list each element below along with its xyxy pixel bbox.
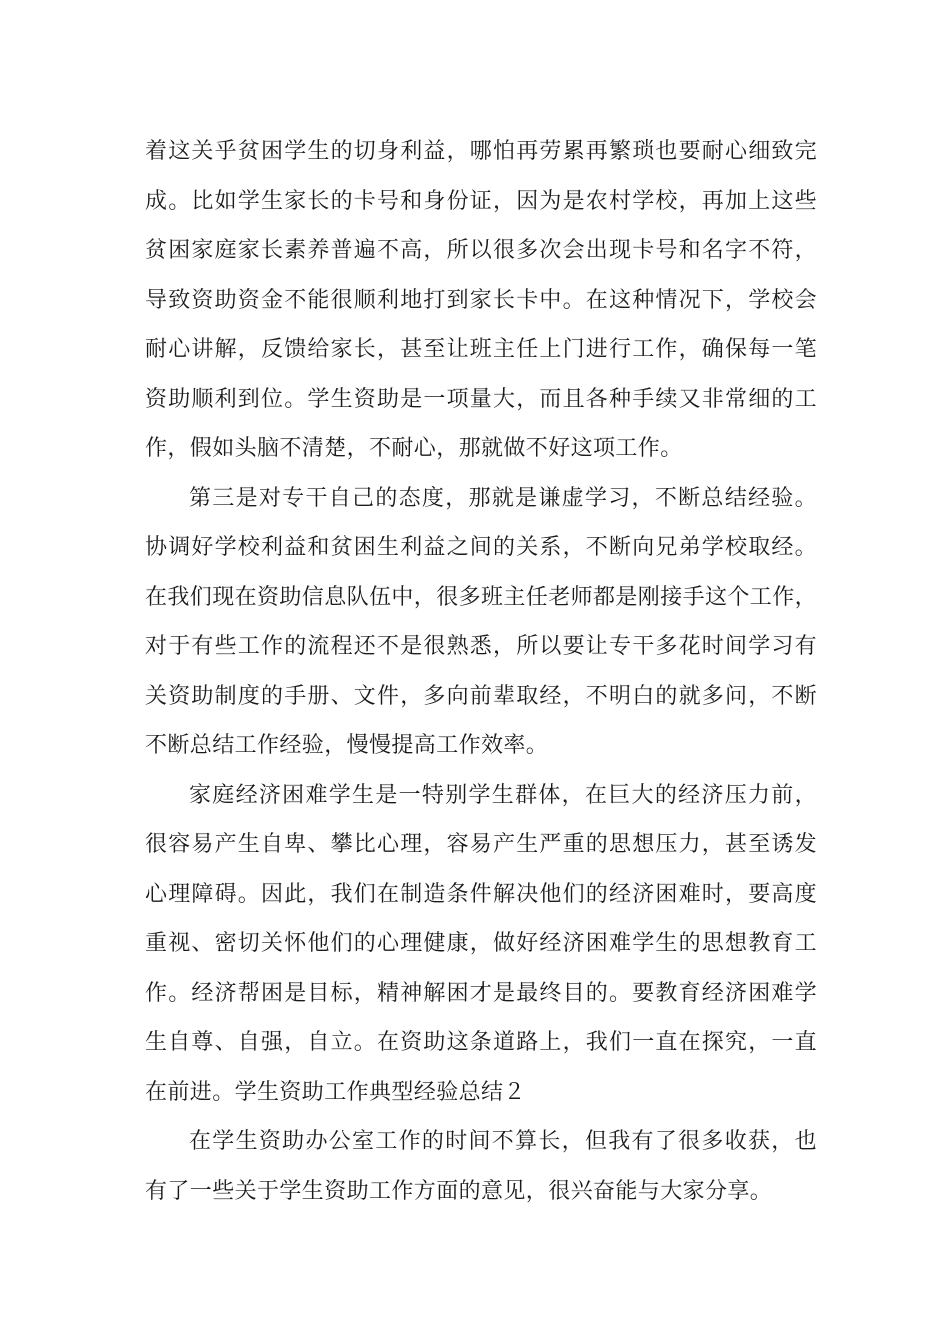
text-line: 家庭经济困难学生是一特别学生群体，在巨大的经济压力前，	[189, 782, 817, 808]
text-line: 作，假如头脑不清楚，不耐心，那就做不好这项工作。	[145, 436, 683, 461]
text-line: 资助顺利到位。学生资助是一项量大，而且各种手续又非常细的工	[145, 386, 817, 412]
text-line: 不断总结工作经验，慢慢提高工作效率。	[145, 733, 549, 758]
paragraph-2	[145, 474, 817, 771]
paragraph-3	[145, 771, 817, 1118]
text-line: 心理障碍。因此，我们在制造条件解决他们的经济困难时，要高度	[145, 881, 817, 907]
text-line: 在前进。学生资助工作典型经验总结２	[145, 1079, 526, 1105]
text-line: 贫困家庭家长素养普遍不高，所以很多次会出现卡号和名字不符，	[145, 238, 817, 263]
text-line: 在我们现在资助信息队伍中，很多班主任老师都是刚接手这个工作，	[145, 584, 818, 610]
text-line: 着这关乎贫困学生的切身利益，哪怕再劳累再繁琐也要耐心细致完	[145, 139, 817, 164]
text-line: 第三是对专干自己的态度，那就是谦虚学习，不断总结经验。	[189, 485, 817, 511]
text-line: 重视、密切关怀他们的心理健康，做好经济困难学生的思想教育工	[145, 931, 817, 956]
text-line: 导致资助资金不能很顺利地打到家长卡中。在这种情况下，学校会	[145, 287, 817, 313]
text-line: 在学生资助办公室工作的时间不算长，但我有了很多收获，也	[189, 1129, 817, 1154]
text-line: 成。比如学生家长的卡号和身份证，因为是农村学校，再加上这些	[145, 188, 817, 214]
text-line: 耐心讲解，反馈给家长，甚至让班主任上门进行工作，确保每一笔	[145, 337, 817, 362]
paragraph-1	[145, 127, 817, 474]
text-line: 协调好学校利益和贫困生利益之间的关系，不断向兄弟学校取经。	[145, 535, 817, 560]
text-line: 关资助制度的手册、文件，多向前辈取经，不明白的就多问，不断	[145, 683, 817, 709]
document-body	[145, 127, 817, 1216]
text-line: 作。经济帮困是目标，精神解困才是最终目的。要教育经济困难学	[145, 980, 817, 1006]
text-line: 有了一些关于学生资助工作方面的意见，很兴奋能与大家分享。	[145, 1178, 773, 1204]
text-line: 很容易产生自卑、攀比心理，容易产生严重的思想压力，甚至诱发	[145, 832, 817, 857]
text-line: 对于有些工作的流程还不是很熟悉，所以要让专干多花时间学习有	[145, 634, 817, 659]
text-line: 生自尊、自强，自立。在资助这条道路上，我们一直在探究，一直	[145, 1030, 817, 1055]
paragraph-4	[145, 1117, 817, 1216]
